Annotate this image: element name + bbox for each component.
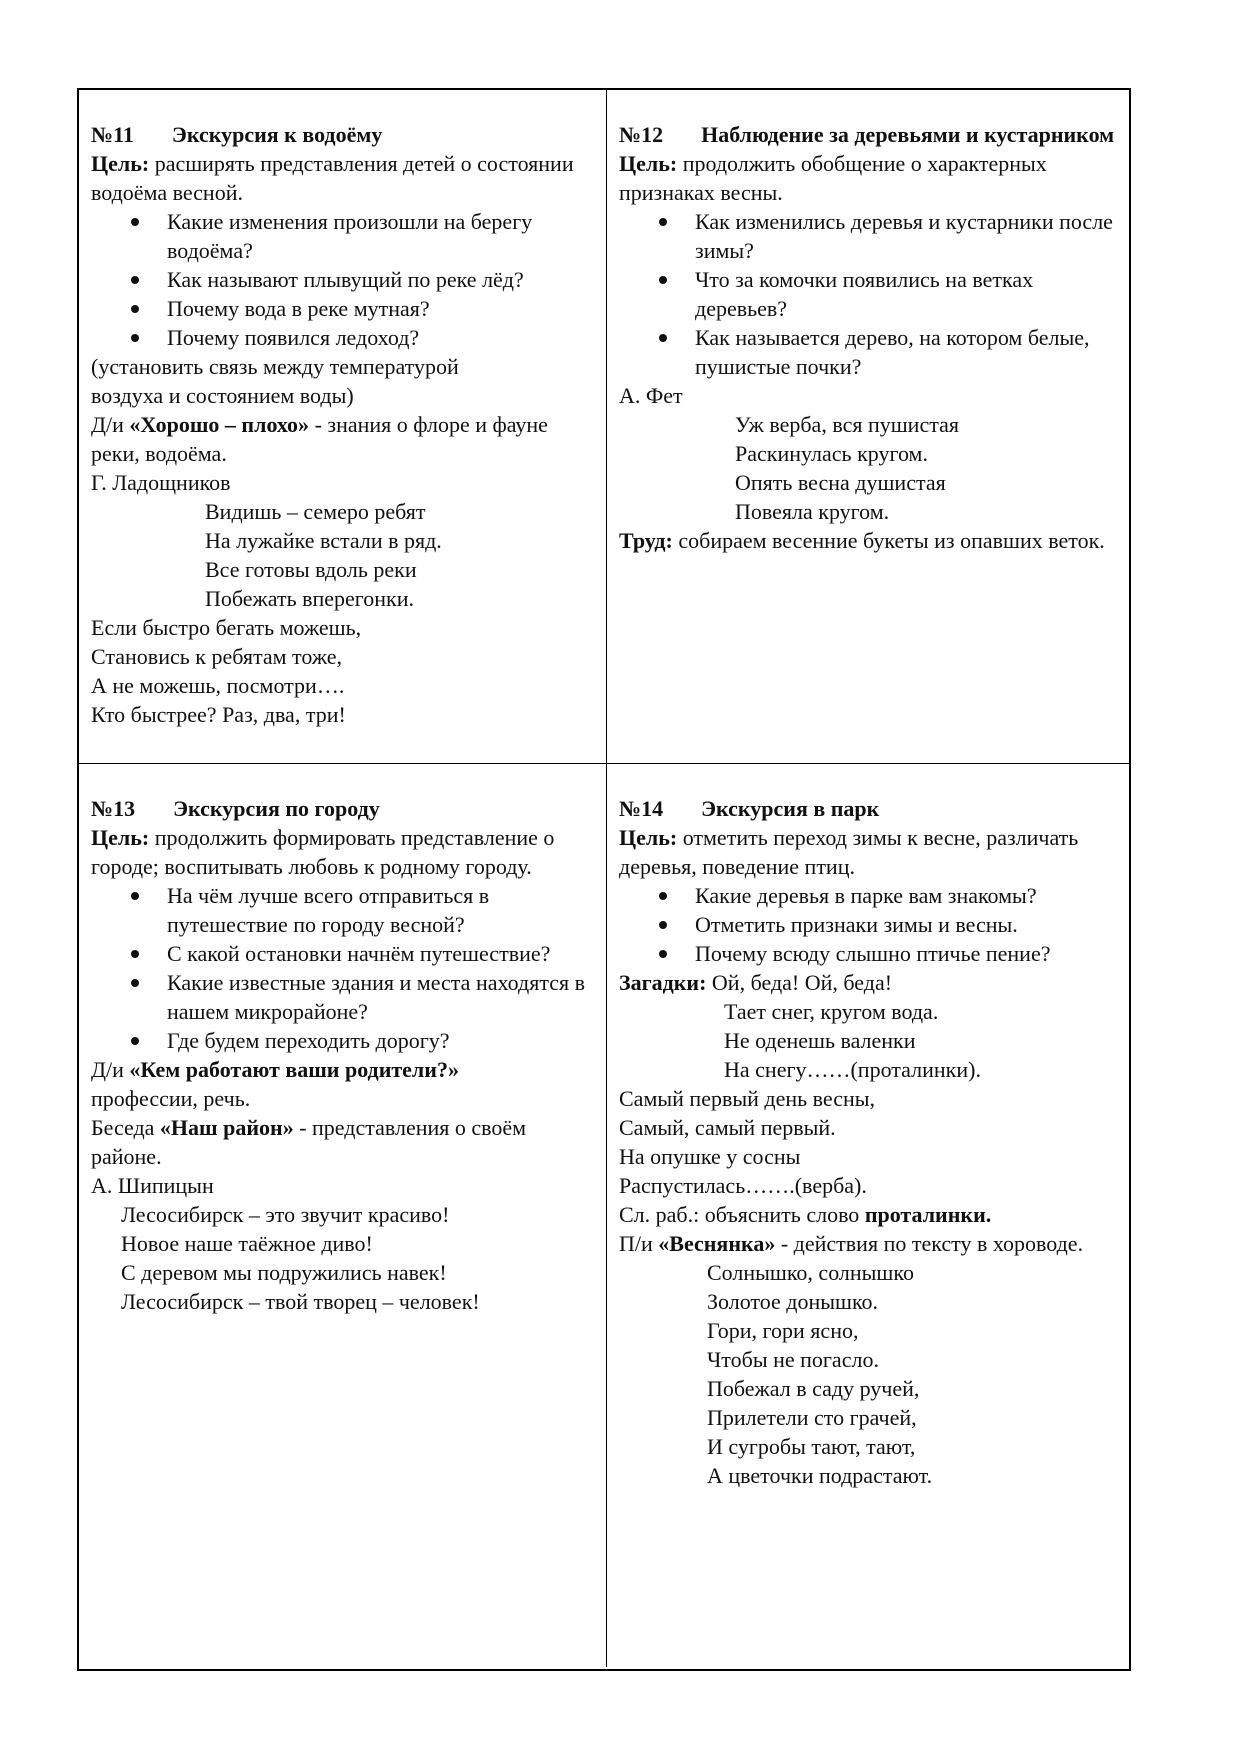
bullet-icon: [131, 218, 139, 226]
poem-line: Уж верба, вся пушистая: [735, 412, 959, 437]
riddle-2: [619, 1084, 1117, 1200]
poem-line: Распустилась…….(верба).: [619, 1173, 867, 1198]
cell-14: [606, 763, 1129, 1667]
riddle: [619, 997, 1117, 1084]
question-list: [619, 207, 1117, 381]
goal: Цель: продолжить обобщение о характерных признаках весны.: [619, 151, 1047, 205]
poem-line: Раскинулась кругом.: [735, 441, 928, 466]
poem-line: И сугробы тают, тают,: [707, 1434, 916, 1459]
list-item: Почему вода в реке мутная?: [91, 294, 594, 323]
poem-line: А не можешь, посмотри….: [91, 673, 345, 698]
poem-line: На опушке у сосны: [619, 1144, 801, 1169]
bullet-icon: [131, 334, 139, 342]
list-item: Какие известные здания и места находятся в нашем микрорайоне?: [91, 968, 594, 1026]
poem-line: Видишь – семеро ребят: [205, 499, 426, 524]
list-item: Какие изменения произошли на берегу водоёма?: [91, 207, 594, 265]
note: (установить связь между температурой воздуха и состоянием воды): [91, 354, 459, 408]
poem-2: [91, 613, 594, 729]
poem-line: Самый первый день весны,: [619, 1086, 876, 1111]
poem-line: Лесосибирск – это звучит красиво!: [121, 1202, 450, 1227]
list-item: Что за комочки появились на ветках деревьев?: [619, 265, 1117, 323]
list-item: Как называют плывущий по реке лёд?: [91, 265, 594, 294]
poem-line: Самый, самый первый.: [619, 1115, 836, 1140]
poem-line: Новое наше таёжное диво!: [121, 1231, 373, 1256]
work: Труд: собираем весенние букеты из опавших веток.: [619, 528, 1105, 553]
poem-line: Прилетели сто грачей,: [707, 1405, 917, 1430]
poem: [91, 1200, 594, 1316]
poem: [619, 410, 1117, 526]
poem-line: Тает снег, кругом вода.: [724, 999, 939, 1024]
bullet-icon: [131, 305, 139, 313]
poem-line: Не оденешь валенки: [724, 1028, 916, 1053]
poem-line: А цветочки подрастают.: [707, 1463, 933, 1488]
game: П/и «Веснянка» - действия по тексту в хороводе.: [619, 1231, 1084, 1256]
goal: Цель: отметить переход зимы к весне, различать деревья, поведение птиц.: [619, 825, 1079, 879]
cell-title: №12 Наблюдение за деревьями и кустарником: [619, 122, 1115, 147]
bullet-icon: [659, 334, 667, 342]
plan-table: [77, 88, 1131, 1671]
bullet-icon: [131, 892, 139, 900]
game: Д/и «Кем работают ваши родители?» профессии, речь.: [91, 1057, 459, 1111]
poem: [619, 1258, 1117, 1490]
list-item: Как изменились деревья и кустарники после зимы?: [619, 207, 1117, 265]
poem-line: Гори, гори ясно,: [707, 1318, 859, 1343]
cell-12: [606, 90, 1129, 763]
poem: [91, 497, 594, 613]
question-list: [91, 881, 594, 1055]
bullet-icon: [659, 892, 667, 900]
poem-line: Если быстро бегать можешь,: [91, 615, 362, 640]
cell-11: [79, 90, 606, 763]
bullet-icon: [131, 950, 139, 958]
poem-line: На снегу……(проталинки).: [724, 1057, 981, 1082]
talk: Беседа «Наш район» - представления о своём районе.: [91, 1115, 527, 1169]
bullet-icon: [659, 921, 667, 929]
bullet-icon: [659, 276, 667, 284]
poem-line: Все готовы вдоль реки: [205, 557, 417, 582]
author: Г. Ладощников: [91, 470, 231, 495]
poem-line: Золотое донышко.: [707, 1289, 879, 1314]
list-item: Отметить признаки зимы и весны.: [619, 910, 1117, 939]
riddle-first: Загадки: Ой, беда! Ой, беда!: [619, 970, 893, 995]
author: А. Фет: [619, 383, 683, 408]
list-item: Почему всюду слышно птичье пение?: [619, 939, 1117, 968]
poem-line: Опять весна душистая: [735, 470, 946, 495]
poem-line: Побежать вперегонки.: [205, 586, 414, 611]
poem-line: На лужайке встали в ряд.: [205, 528, 442, 553]
bullet-icon: [659, 950, 667, 958]
list-item: Почему появился ледоход?: [91, 323, 594, 352]
poem-line: С деревом мы подружились навек!: [121, 1260, 447, 1285]
goal: Цель: расширять представления детей о состоянии водоёма весной.: [91, 151, 574, 205]
bullet-icon: [131, 979, 139, 987]
cell-title: №13 Экскурсия по городу: [91, 796, 380, 821]
game: Д/и «Хорошо – плохо» - знания о флоре и фауне реки, водоёма.: [91, 412, 548, 466]
cell-title: №11 Экскурсия к водоёму: [91, 122, 383, 147]
bullet-icon: [131, 1037, 139, 1045]
bullet-icon: [659, 218, 667, 226]
list-item: С какой остановки начнём путешествие?: [91, 939, 594, 968]
poem-line: Кто быстрее? Раз, два, три!: [91, 702, 346, 727]
list-item: Какие деревья в парке вам знакомы?: [619, 881, 1117, 910]
cell-title: №14 Экскурсия в парк: [619, 796, 880, 821]
question-list: [91, 207, 594, 352]
vocab: Сл. раб.: объяснить слово проталинки.: [619, 1202, 992, 1227]
poem-line: Становись к ребятам тоже,: [91, 644, 343, 669]
bullet-icon: [131, 276, 139, 284]
list-item: Где будем переходить дорогу?: [91, 1026, 594, 1055]
poem-line: Солнышко, солнышко: [707, 1260, 914, 1285]
cell-13: [79, 763, 606, 1667]
list-item: На чём лучше всего отправиться в путешествие по городу весной?: [91, 881, 594, 939]
author: А. Шипицын: [91, 1173, 214, 1198]
question-list: [619, 881, 1117, 968]
list-item: Как называется дерево, на котором белые, пушистые почки?: [619, 323, 1117, 381]
poem-line: Лесосибирск – твой творец – человек!: [121, 1289, 480, 1314]
goal: Цель: продолжить формировать представление о городе; воспитывать любовь к родному городу.: [91, 825, 555, 879]
poem-line: Повеяла кругом.: [735, 499, 890, 524]
poem-line: Побежал в саду ручей,: [707, 1376, 920, 1401]
poem-line: Чтобы не погасло.: [707, 1347, 879, 1372]
